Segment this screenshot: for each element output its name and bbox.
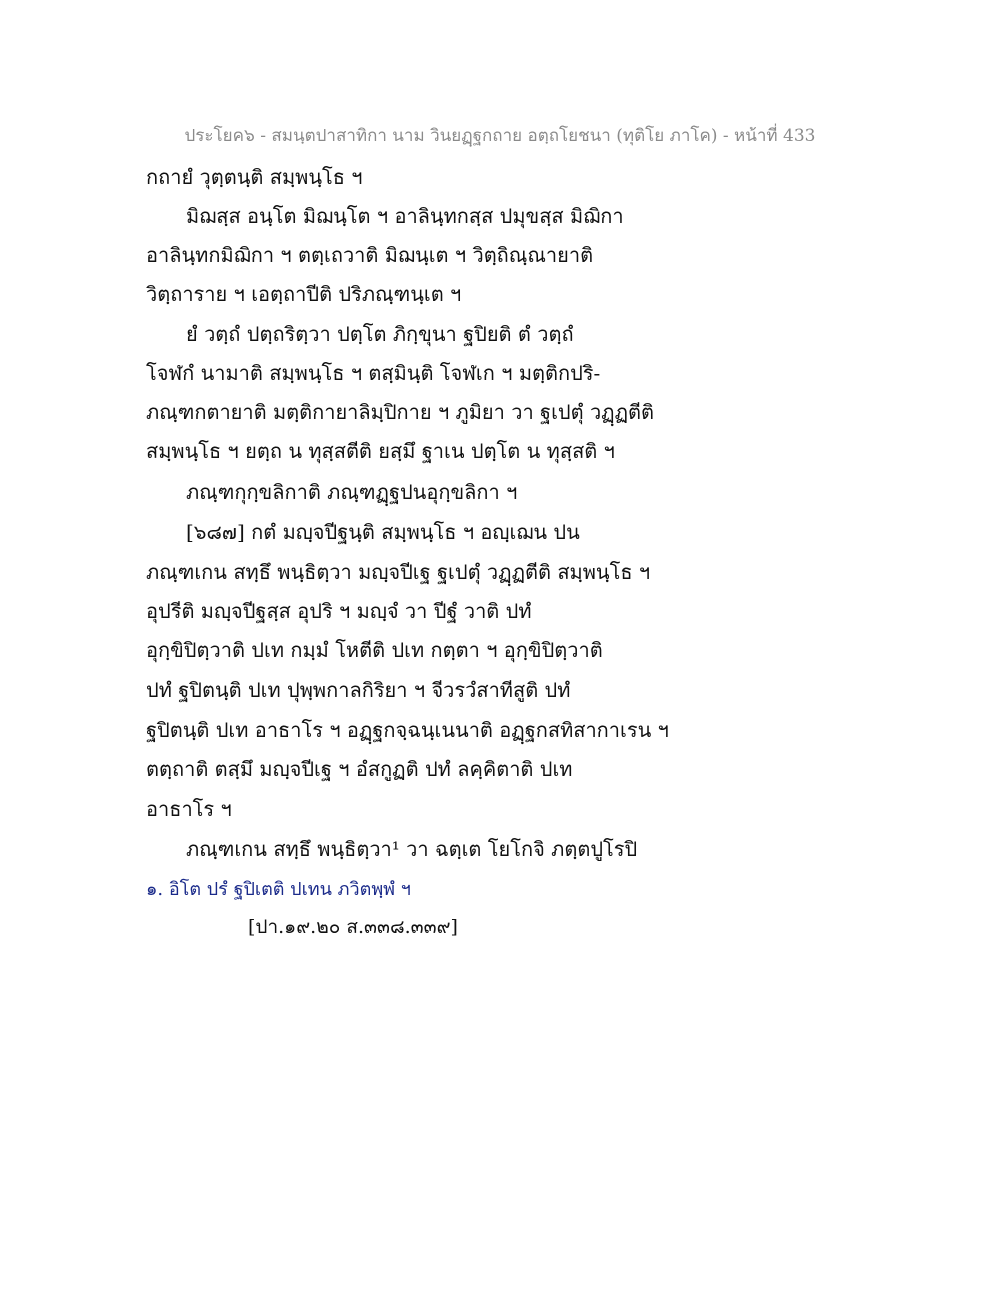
page-header: ประโยค๖ - สมนฺตปาสาทิกา นาม วินยฏฺฐกถาย อตฺถโยชนา (ทุติโย ภาโค) - หน้าที่ 433 [184, 126, 816, 146]
text-line: ภณฺฑเกน สทฺธึ พนฺธิตฺวา มญฺจปีเฐ ฐเปตุํ วฏฺฏตีติ สมฺพนฺโธ ฯ [146, 560, 651, 584]
text-line: อุกฺขิปิตฺวาติ ปเท กมฺมํ โหตีติ ปเท กตฺตา ฯ อุกฺขิปิตฺวาติ [146, 638, 603, 662]
page-reference: [ปา.๑๙.๒๐ ส.๓๓๘.๓๓๙] [248, 916, 458, 938]
text-line: สมฺพนฺโธ ฯ ยตฺถ น ทุสฺสตีติ ยสฺมึ ฐาเน ปตฺโต น ทุสฺสติ ฯ [146, 439, 615, 463]
text-line: วิตฺถาราย ฯ เอตฺถาปีติ ปริภณฺฑนฺเต ฯ [146, 282, 462, 306]
text-line: อุปรีติ มญฺจปีฐสฺส อุปริ ฯ มญฺจํ วา ปีฐํ วาติ ปทํ [146, 599, 532, 623]
text-line: อาธาโร ฯ [146, 797, 232, 821]
text-line: กถายํ วุตฺตนฺติ สมฺพนฺโธ ฯ [146, 165, 363, 189]
text-line: โจฬกํ นามาติ สมฺพนฺโธ ฯ ตสฺมินฺติ โจฬเก ฯ มตฺติกปริ- [146, 361, 601, 385]
text-line: ปทํ ฐปิตนฺติ ปเท ปุพฺพกาลกิริยา ฯ จีวรวํสาทีสูติ ปทํ [146, 678, 571, 702]
text-line: อาลินฺทกมิฌิกา ฯ ตตฺเถวาติ มิฌนฺเต ฯ วิตฺถิณฺณายาติ [146, 243, 594, 267]
text-line: [๖๘๗] กตํ มญฺจปีฐนฺติ สมฺพนฺโธ ฯ อญฺเฌน ปน [186, 520, 580, 544]
text-line: ภณฺฑกุกฺขลิกาติ ภณฺฑฏฺฐปนอุกฺขลิกา ฯ [186, 480, 518, 504]
text-line: ยํ วตฺถํ ปตฺถริตฺวา ปตฺโต ภิกฺขุนา ฐปิยติ ตํ วตฺถํ [186, 322, 574, 346]
text-line: ภณฺฑกตายาติ มตฺติกายาลิมฺปิกาย ฯ ภูมิยา วา ฐเปตุํ วฏฺฏตีติ [146, 400, 655, 424]
text-line: มิฌสฺส อนฺโต มิฌนฺโต ฯ อาลินฺทกสฺส ปมุขสฺส มิฌิกา [186, 204, 624, 228]
footnote: ๑. อิโต ปรํ ฐปิเตติ ปเทน ภวิตพฺพํ ฯ [146, 879, 411, 900]
text-line: ฐปิตนฺติ ปเท อาธาโร ฯ อฏฺฐกจฺฉนฺเนนาติ อฏฺฐกสทิสากาเรน ฯ [146, 718, 669, 742]
text-line: ตตฺถาติ ตสฺมึ มญฺจปีเฐ ฯ อํสกูฏติ ปทํ ลคฺคิตาติ ปเท [146, 757, 573, 781]
text-line: ภณฺฑเกน สทฺธึ พนฺธิตฺวา¹ วา ฉตฺเต โยโกจิ ภตฺตปูโรปิ [186, 837, 638, 861]
